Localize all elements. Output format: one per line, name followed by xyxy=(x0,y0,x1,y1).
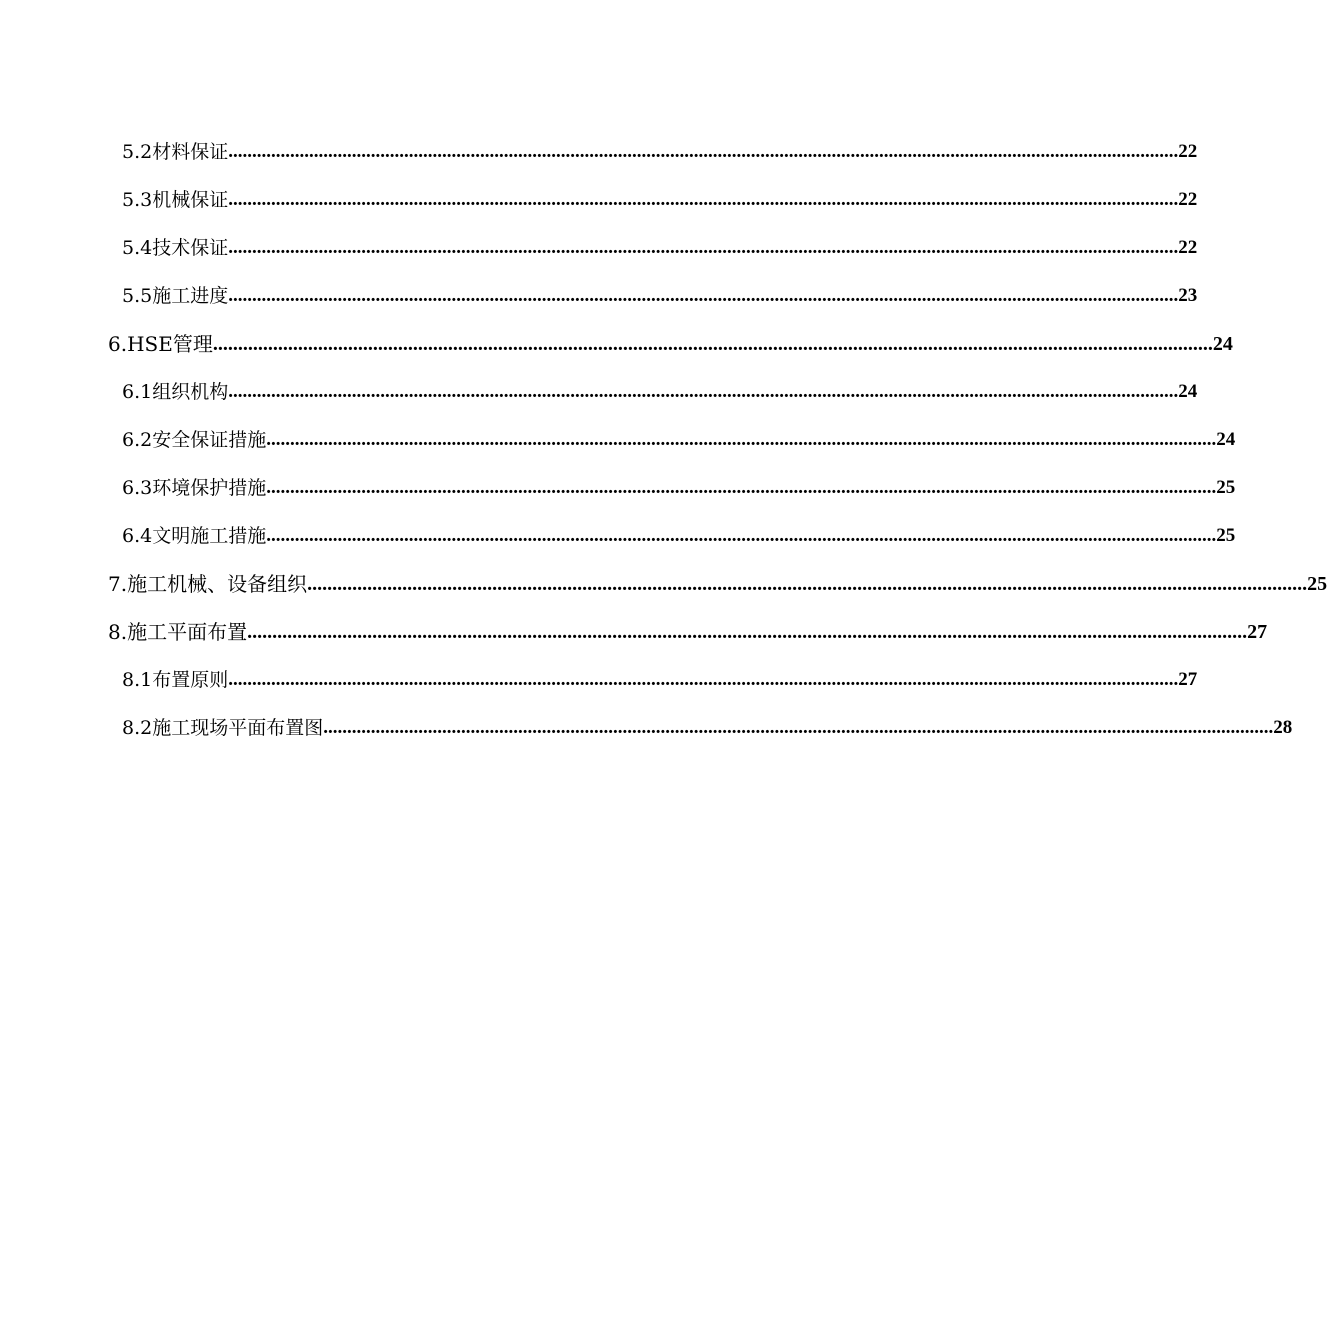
toc-entry-title: 5.4技术保证 xyxy=(122,237,229,259)
toc-entry-title: 5.3机械保证 xyxy=(122,189,229,211)
table-of-contents xyxy=(0,120,1327,744)
toc-entry-page: 24 xyxy=(1178,381,1198,402)
toc-entry[interactable] xyxy=(0,408,1236,456)
toc-dot-leader: ........................................................................................................................................................................................................ xyxy=(266,525,1217,546)
toc-entry-title: 5.5施工进度 xyxy=(122,285,229,307)
toc-entry[interactable] xyxy=(0,264,1198,312)
toc-entry[interactable] xyxy=(0,552,1327,600)
toc-dot-leader: ........................................................................................................................................................................................................ xyxy=(266,429,1217,450)
toc-entry-page: 24 xyxy=(1216,429,1236,450)
toc-dot-leader: ........................................................................................................................................................................................................ xyxy=(323,717,1274,738)
toc-entry-page: 25 xyxy=(1216,525,1236,546)
toc-dot-leader: ........................................................................................................................................................................................................ xyxy=(228,189,1179,210)
toc-entry-page: 22 xyxy=(1178,189,1198,210)
toc-entry-page: 27 xyxy=(1247,621,1268,643)
toc-dot-leader: ........................................................................................................................................................................................................ xyxy=(212,333,1213,355)
toc-entry-title: 6.1组织机构 xyxy=(122,381,229,403)
toc-entry-page: 25 xyxy=(1307,573,1327,595)
toc-entry-page: 28 xyxy=(1273,717,1293,738)
toc-entry-title: 8.2施工现场平面布置图 xyxy=(122,717,324,739)
toc-entry-title: 8.施工平面布置 xyxy=(108,620,248,644)
toc-entry-title: 6.3环境保护措施 xyxy=(122,477,267,499)
toc-entry[interactable] xyxy=(0,312,1233,360)
toc-entry[interactable] xyxy=(0,456,1236,504)
toc-entry-title: 5.2材料保证 xyxy=(122,141,229,163)
toc-entry[interactable] xyxy=(0,600,1268,648)
toc-entry-page: 23 xyxy=(1178,285,1198,306)
toc-dot-leader: ........................................................................................................................................................................................................ xyxy=(266,477,1217,498)
toc-dot-leader: ........................................................................................................................................................................................................ xyxy=(228,141,1179,162)
toc-entry-page: 22 xyxy=(1178,141,1198,162)
toc-entry-title: 8.1布置原则 xyxy=(122,669,229,691)
toc-dot-leader: ........................................................................................................................................................................................................ xyxy=(307,573,1308,595)
toc-entry[interactable] xyxy=(0,168,1198,216)
toc-entry[interactable] xyxy=(0,504,1236,552)
toc-entry[interactable] xyxy=(0,216,1198,264)
toc-entry-title: 7.施工机械、设备组织 xyxy=(108,572,308,596)
toc-dot-leader: ........................................................................................................................................................................................................ xyxy=(228,381,1179,402)
toc-entry-page: 25 xyxy=(1216,477,1236,498)
toc-entry-page: 24 xyxy=(1212,333,1233,355)
toc-entry-page: 27 xyxy=(1178,669,1198,690)
toc-entry[interactable] xyxy=(0,360,1198,408)
toc-entry[interactable] xyxy=(0,648,1198,696)
toc-entry-title: 6.4文明施工措施 xyxy=(122,525,267,547)
toc-entry-title: 6.2安全保证措施 xyxy=(122,429,267,451)
toc-entry-page: 22 xyxy=(1178,237,1198,258)
toc-entry[interactable] xyxy=(0,120,1198,168)
toc-dot-leader: ........................................................................................................................................................................................................ xyxy=(228,237,1179,258)
toc-dot-leader: ........................................................................................................................................................................................................ xyxy=(228,285,1179,306)
toc-dot-leader: ........................................................................................................................................................................................................ xyxy=(228,669,1179,690)
toc-entry-title: 6.HSE管理 xyxy=(108,332,213,356)
toc-dot-leader: ........................................................................................................................................................................................................ xyxy=(247,621,1248,643)
toc-entry[interactable] xyxy=(0,696,1293,744)
